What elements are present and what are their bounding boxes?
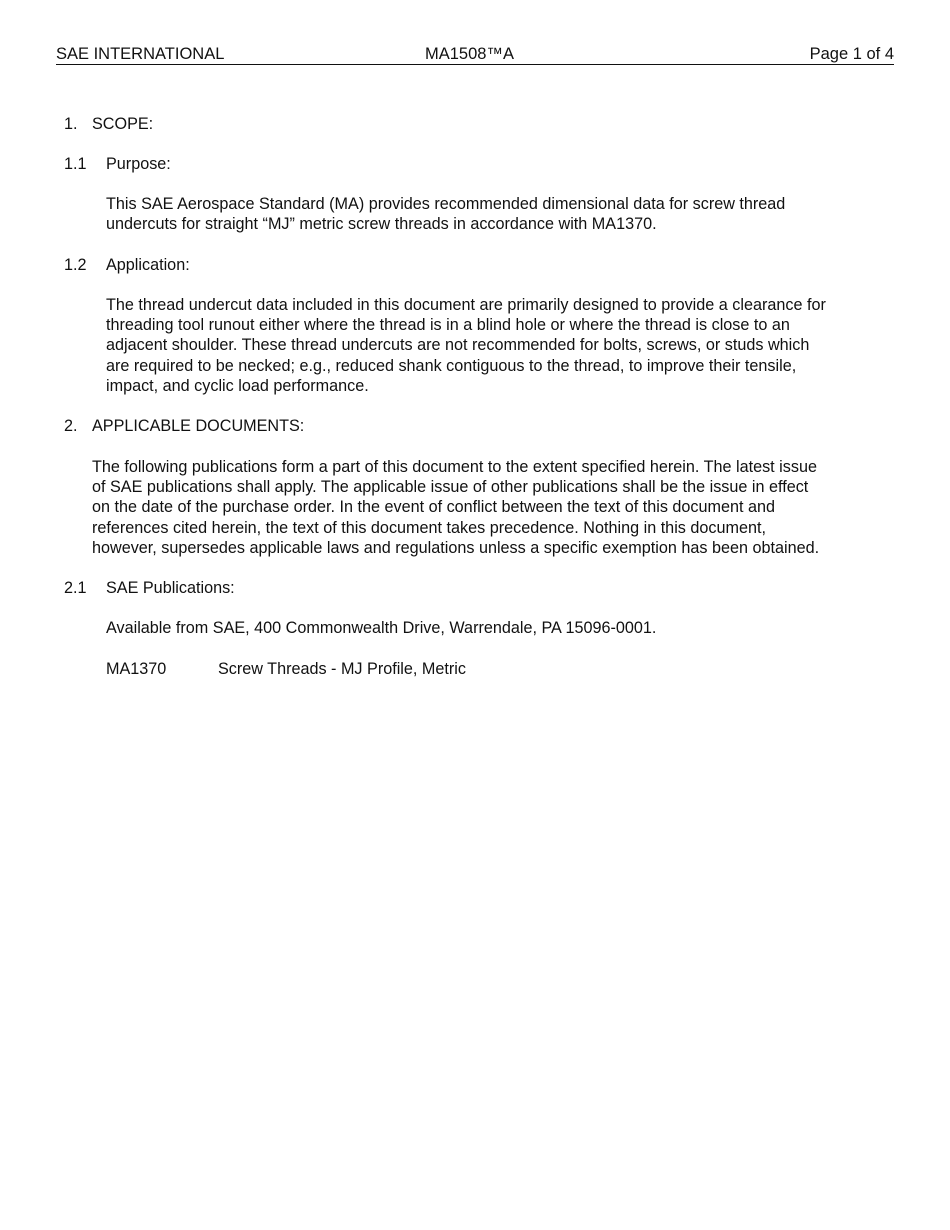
paragraph-line: impact, and cyclic load performance. <box>106 376 369 395</box>
paragraph-line: references cited herein, the text of this document takes precedence. Nothing in this document, <box>92 518 766 537</box>
page-header <box>56 44 894 65</box>
paragraph-line: undercuts for straight “MJ” metric screw threads in accordance with MA1370. <box>106 215 657 234</box>
reference-title: Screw Threads - MJ Profile, Metric <box>218 660 466 678</box>
document-number: MA1508™A <box>425 45 514 63</box>
section-number: 1.2 <box>64 256 87 274</box>
paragraph-line: however, supersedes applicable laws and regulations unless a specific exemption has been obtained. <box>92 538 820 557</box>
section-title: APPLICABLE DOCUMENTS: <box>92 417 305 435</box>
page-indicator: Page 1 of 4 <box>809 45 894 63</box>
paragraph-line: adjacent shoulder. These thread undercuts are not recommended for bolts, screws, or studs which <box>106 336 810 355</box>
section-number: 2.1 <box>64 579 87 597</box>
paragraph-line: The following publications form a part of this document to the extent specified herein. The latest issue <box>92 458 817 476</box>
section-number: 2. <box>64 417 78 435</box>
section-title: SAE Publications: <box>106 579 235 597</box>
availability-text: Available from SAE, 400 Commonwealth Drive, Warrendale, PA 15096-0001. <box>106 619 657 637</box>
reference-id: MA1370 <box>106 660 167 678</box>
paragraph-line: of SAE publications shall apply. The applicable issue of other publications shall be the issue in effect <box>92 478 809 497</box>
paragraph-line: This SAE Aerospace Standard (MA) provides recommended dimensional data for screw thread <box>106 195 786 213</box>
section-title: Application: <box>106 256 190 274</box>
paragraph-line: are required to be necked; e.g., reduced shank contiguous to the thread, to improve their tensile, <box>106 356 797 375</box>
section-title: Purpose: <box>106 155 171 173</box>
paragraph-line: The thread undercut data included in this document are primarily designed to provide a clearance for <box>106 296 826 314</box>
application-paragraph <box>106 295 826 396</box>
paragraph-line: threading tool runout either where the thread is in a blind hole or where the thread is close to an <box>106 316 790 335</box>
section-number: 1.1 <box>64 155 87 173</box>
purpose-paragraph <box>106 194 785 234</box>
section-title: SCOPE: <box>92 115 154 133</box>
organization-name: SAE INTERNATIONAL <box>56 45 225 63</box>
applicable-documents-paragraph <box>92 457 819 558</box>
paragraph-line: on the date of the purchase order. In the event of conflict between the text of this document and <box>92 498 776 517</box>
section-number: 1. <box>64 115 78 133</box>
